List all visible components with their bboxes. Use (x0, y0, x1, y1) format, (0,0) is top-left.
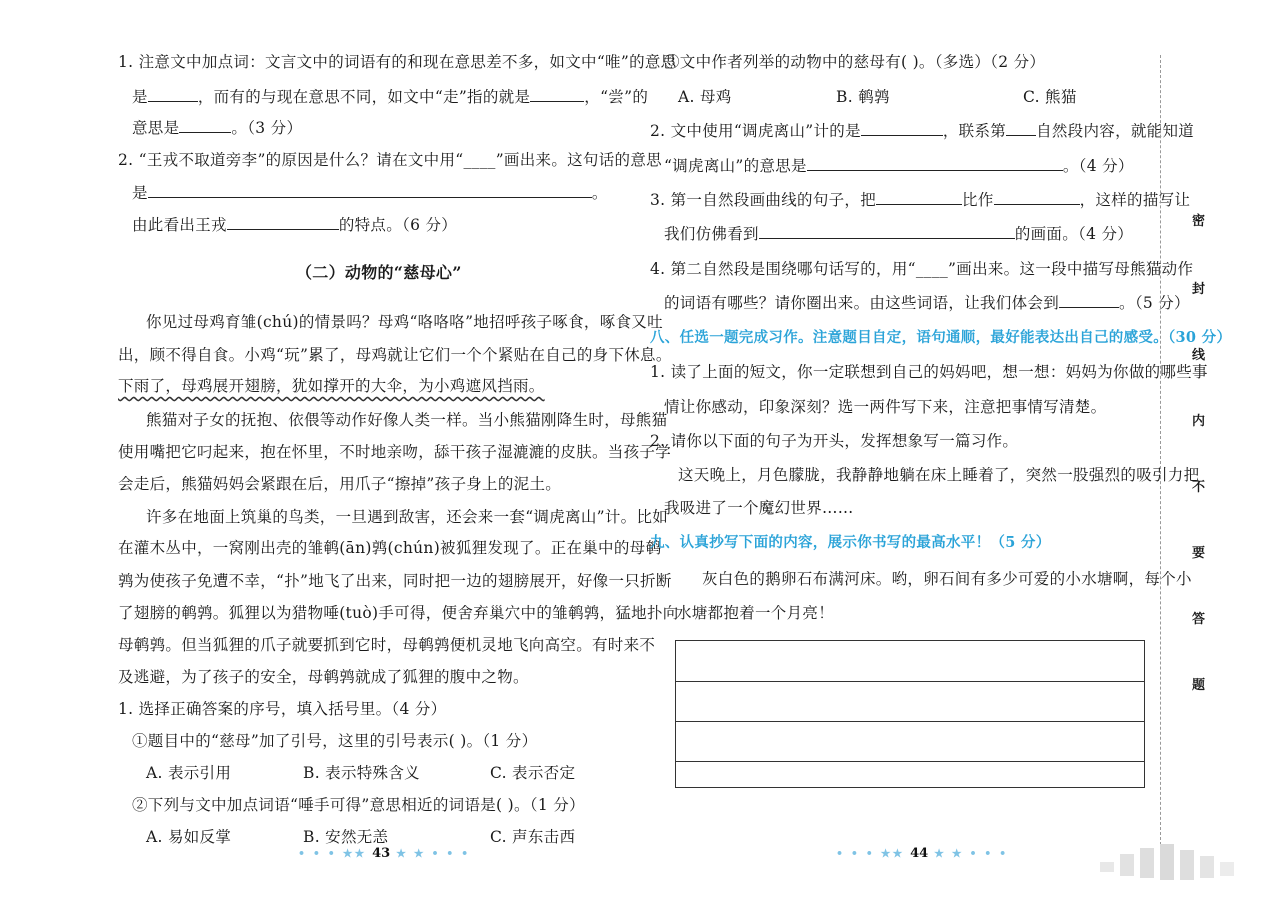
answer-blank[interactable] (994, 189, 1080, 205)
paragraph-line: 使用嘴把它叼起来，抱在怀里，不时地亲吻，舔干孩子湿漉漉的皮肤。当孩子学 (118, 443, 672, 461)
binding-char: 线 (1192, 348, 1206, 363)
paragraph-line: 母鹌鹑。但当狐狸的爪子就要抓到它时，母鹌鹑便机灵地飞向高空。有时来不 (118, 636, 656, 654)
option-b[interactable]: B. 安然无恙 (303, 828, 389, 846)
question-2-line3: 由此看出王戎 的特点。（6 分） (132, 216, 458, 234)
writing-prompt-1-line2: 情让你感动，印象深刻？选一两件写下来，注意把事情写清楚。 (664, 398, 1107, 416)
binding-line (1160, 55, 1161, 845)
section-title: （二）动物的“慈母心” (296, 263, 462, 282)
question-3: 3. 第一自然段画曲线的句子，把 比作 ，这样的描写让 (650, 191, 1191, 209)
paragraph-line: 熊猫对子女的抚抱、依偎等动作好像人类一样。当小熊猫刚降生时，母熊猫 (146, 411, 668, 429)
page-number: • • • ★★ 43 ★ ★ • • • (298, 846, 471, 861)
question-3-line2: 我们仿佛看到 的画面。（4 分） (664, 225, 1134, 243)
paragraph-line: 你见过母鸡育雏(chú)的情景吗？母鸡“咯咯咯”地招呼孩子啄食，啄食又吐 (146, 313, 663, 331)
question-1-line3: 意思是 。（3 分） (132, 119, 303, 137)
option-b[interactable]: B. 鹌鹑 (836, 88, 890, 106)
option-a[interactable]: A. 表示引用 (146, 764, 232, 782)
binding-char: 内 (1192, 414, 1206, 429)
paragraph-line: 及逃避，为了孩子的安全，母鹌鹑就成了狐狸的腹中之物。 (118, 668, 529, 686)
question-choose: 1. 选择正确答案的序号，填入括号里。（4 分） (118, 700, 447, 718)
writing-prompt-1: 1. 读了上面的短文，你一定联想到自己的妈妈吧，想一想：妈妈为你做的哪些事 (650, 363, 1208, 381)
question-4: 4. 第二自然段是围绕哪句话写的，用“____”画出来。这一段中描写母熊猫动作 (650, 260, 1194, 278)
handwriting-box[interactable] (675, 640, 1145, 788)
paragraph-line: 许多在地面上筑巢的鸟类，一旦遇到敌害，还会来一套“调虎离山”计。比如 (146, 508, 669, 526)
answer-blank[interactable] (530, 86, 584, 102)
section-9-heading: 九、认真抄写下面的内容，展示你书写的最高水平！（5 分） (650, 534, 1051, 551)
option-b[interactable]: B. 表示特殊含义 (303, 764, 420, 782)
option-c[interactable]: C. 声东击西 (490, 828, 576, 846)
answer-blank[interactable] (148, 182, 592, 198)
binding-char: 题 (1192, 678, 1206, 693)
answer-blank[interactable] (861, 120, 943, 136)
answer-blank[interactable] (179, 117, 231, 133)
watermark-bars-icon (1100, 842, 1240, 886)
answer-blank[interactable] (1006, 120, 1036, 136)
question-1-line2: 是 ，而有的与现在意思不同，如文中“走”指的就是 ，“尝”的 (132, 88, 649, 106)
question-1: 1. 注意文中加点词：文言文中的词语有的和现在意思差不多，如文中“唯”的意思 (118, 53, 677, 71)
writing-line (676, 761, 1144, 762)
answer-blank[interactable] (807, 155, 1063, 171)
binding-char: 要 (1192, 546, 1206, 561)
prompt-text: 这天晚上，月色朦胧，我静静地躺在床上睡着了，突然一股强烈的吸引力把 (678, 466, 1200, 484)
answer-blank[interactable] (227, 214, 339, 230)
binding-char: 封 (1192, 282, 1206, 297)
paragraph-line: 出，顾不得自食。小鸡“玩”累了，母鸡就让它们一个个紧贴在自己的身下休息。 (118, 346, 672, 364)
sub-question-1: ①题目中的“慈母”加了引号，这里的引号表示( )。（1 分） (132, 732, 538, 750)
paragraph-line (118, 375, 545, 397)
option-a[interactable]: A. 母鸡 (678, 88, 732, 106)
question-2: 2. 文中使用“调虎离山”计的是 ，联系第 自然段内容，就能知道 (650, 122, 1195, 140)
binding-char: 不 (1192, 480, 1206, 495)
section-8-heading: 八、任选一题完成习作。注意题目自定，语句通顺，最好能表达出自己的感受。（30 分） (650, 329, 1232, 346)
answer-blank[interactable] (876, 189, 962, 205)
question-4-line2: 的词语有哪些？请你圈出来。由这些词语，让我们体会到 。（5 分） (664, 294, 1190, 312)
binding-char: 答 (1192, 612, 1206, 627)
sub-question-2: ②下列与文中加点词语“唾手可得”意思相近的词语是( )。（1 分） (132, 796, 585, 814)
copy-text: 水塘都抱着一个月亮！ (676, 604, 835, 622)
writing-line (676, 721, 1144, 722)
paragraph-line: 会走后，熊猫妈妈会紧跟在后，用爪子“擦掉”孩子身上的泥土。 (118, 475, 562, 493)
paragraph-line: 在灌木丛中，一窝刚出壳的雏鹌(ān)鹑(chún)被狐狸发现了。正在巢中的母鹌 (118, 539, 662, 557)
question-2-line2: “调虎离山”的意思是 。（4 分） (664, 157, 1134, 175)
paragraph-line: 了翅膀的鹌鹑。狐狸以为猎物唾(tuò)手可得，便舍弃巢穴中的雏鹌鹑，猛地扑向 (118, 604, 679, 622)
answer-blank[interactable] (148, 86, 198, 102)
question-2: 2. “王戎不取道旁李”的原因是什么？请在文中用“____”画出来。这句话的意思 (118, 151, 662, 169)
paragraph-line: 鹑为使孩子免遭不幸，“扑”地飞了出来，同时把一边的翅膀展开，好像一只折断 (118, 572, 672, 590)
sub-question-3: ③文中作者列举的动物中的慈母有( )。（多选）（2 分） (664, 53, 1046, 71)
writing-prompt-2: 2. 请你以下面的句子为开头，发挥想象写一篇习作。 (650, 432, 1019, 450)
prompt-text: 我吸进了一个魔幻世界…… (664, 499, 854, 517)
option-c[interactable]: C. 表示否定 (490, 764, 576, 782)
writing-line (676, 681, 1144, 682)
page-number: • • • ★★ 44 ★ ★ • • • (836, 846, 1009, 861)
answer-blank[interactable] (759, 223, 1015, 239)
answer-blank[interactable] (1059, 292, 1119, 308)
option-c[interactable]: C. 熊猫 (1023, 88, 1077, 106)
option-a[interactable]: A. 易如反掌 (146, 828, 232, 846)
wavy-underlined-sentence: 下雨了，母鸡展开翅膀，犹如撑开的大伞，为小鸡遮风挡雨。 (118, 377, 545, 395)
binding-char: 密 (1192, 214, 1206, 229)
copy-text: 灰白色的鹅卵石布满河床。哟，卵石间有多少可爱的小水塘啊，每个小 (702, 570, 1192, 588)
question-2-line2: 是 。 (132, 184, 608, 202)
